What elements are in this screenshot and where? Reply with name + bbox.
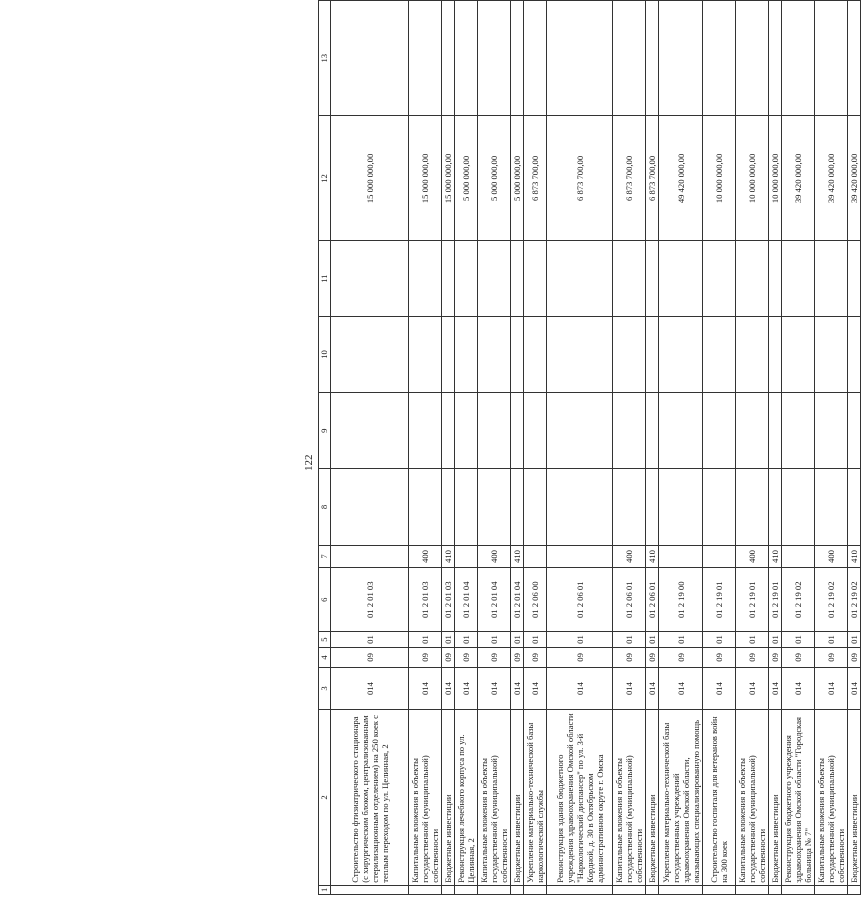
cell-col-8 <box>659 469 703 545</box>
cell-target-article: 01 2 01 03 <box>442 568 455 632</box>
cell-col-10 <box>547 316 613 392</box>
cell-section: 09 <box>442 648 455 668</box>
cell-section: 09 <box>511 648 524 668</box>
cell-col-9 <box>478 393 511 469</box>
cell-col-9 <box>331 393 409 469</box>
cell-code: 014 <box>442 667 455 709</box>
cell-target-article: 01 2 19 02 <box>782 568 815 632</box>
cell-col-11 <box>703 241 736 316</box>
table-row <box>646 1 659 895</box>
cell-col-11 <box>331 241 409 316</box>
cell-col-11 <box>646 241 659 316</box>
cell-col-9 <box>524 393 547 469</box>
row-name: Бюджетные инвестиции <box>848 710 861 886</box>
cell-amount: 39 420 000,00 <box>848 116 861 241</box>
cell-col-13 <box>478 1 511 116</box>
cell-col-1 <box>703 885 736 894</box>
cell-section: 09 <box>409 648 442 668</box>
cell-amount: 6 873 700,00 <box>547 116 613 241</box>
cell-amount: 5 000 000,00 <box>478 116 511 241</box>
cell-code: 014 <box>455 667 478 709</box>
cell-expense-type <box>782 545 815 568</box>
cell-code: 014 <box>769 667 782 709</box>
cell-section: 09 <box>736 648 769 668</box>
cell-col-13 <box>646 1 659 116</box>
cell-col-1 <box>848 885 861 894</box>
column-header: 7 <box>319 545 331 568</box>
column-header: 3 <box>319 667 331 709</box>
header-row <box>319 1 331 895</box>
cell-code: 014 <box>524 667 547 709</box>
cell-col-13 <box>815 1 848 116</box>
cell-section: 09 <box>455 648 478 668</box>
cell-col-10 <box>815 316 848 392</box>
cell-col-8 <box>782 469 815 545</box>
cell-subsection: 01 <box>547 632 613 648</box>
column-header: 10 <box>319 316 331 392</box>
cell-col-13 <box>736 1 769 116</box>
column-header: 1 <box>319 885 331 894</box>
cell-col-11 <box>511 241 524 316</box>
cell-col-1 <box>511 885 524 894</box>
cell-col-1 <box>547 885 613 894</box>
cell-col-9 <box>455 393 478 469</box>
cell-col-11 <box>848 241 861 316</box>
cell-col-8 <box>736 469 769 545</box>
cell-col-9 <box>659 393 703 469</box>
cell-col-11 <box>478 241 511 316</box>
row-name: Укрепление материально-технической базы наркологической службы <box>524 710 547 886</box>
cell-expense-type: 400 <box>409 545 442 568</box>
cell-col-9 <box>815 393 848 469</box>
cell-col-11 <box>547 241 613 316</box>
column-header: 8 <box>319 469 331 545</box>
cell-col-8 <box>703 469 736 545</box>
cell-section: 09 <box>659 648 703 668</box>
page-number: 122 <box>303 454 315 471</box>
cell-col-10 <box>769 316 782 392</box>
cell-col-8 <box>613 469 646 545</box>
cell-target-article: 01 2 06 00 <box>524 568 547 632</box>
cell-col-8 <box>646 469 659 545</box>
cell-col-13 <box>613 1 646 116</box>
cell-amount: 10 000 000,00 <box>703 116 736 241</box>
cell-col-13 <box>848 1 861 116</box>
cell-col-1 <box>455 885 478 894</box>
cell-col-9 <box>547 393 613 469</box>
column-header: 12 <box>319 116 331 241</box>
cell-col-9 <box>409 393 442 469</box>
cell-target-article: 01 2 19 00 <box>659 568 703 632</box>
cell-col-1 <box>736 885 769 894</box>
cell-col-8 <box>478 469 511 545</box>
cell-col-8 <box>769 469 782 545</box>
cell-code: 014 <box>409 667 442 709</box>
row-name: Бюджетные инвестиции <box>769 710 782 886</box>
cell-code: 014 <box>613 667 646 709</box>
cell-subsection: 01 <box>659 632 703 648</box>
cell-col-11 <box>769 241 782 316</box>
row-name: Строительство фтизиатрического стационара (с хирургическим блоком, централизованным стерилизационным отделением) на 250 коек с теплым переходом по ул. Целинная, 2 <box>331 710 409 886</box>
row-name: Бюджетные инвестиции <box>646 710 659 886</box>
column-header: 4 <box>319 648 331 668</box>
cell-section: 09 <box>769 648 782 668</box>
cell-code: 014 <box>478 667 511 709</box>
column-header: 9 <box>319 393 331 469</box>
cell-col-10 <box>455 316 478 392</box>
cell-target-article: 01 2 19 02 <box>815 568 848 632</box>
table-row <box>331 1 409 895</box>
cell-col-11 <box>736 241 769 316</box>
table-body <box>319 1 861 895</box>
row-name: Укрепление материально-технической базы государственных учреждений здравоохранения Омской области, оказывающих специализированную помощь <box>659 710 703 886</box>
cell-col-1 <box>331 885 409 894</box>
cell-col-11 <box>455 241 478 316</box>
cell-col-1 <box>782 885 815 894</box>
cell-col-13 <box>703 1 736 116</box>
cell-subsection: 01 <box>511 632 524 648</box>
cell-col-10 <box>511 316 524 392</box>
row-name: Капитальные вложения в объекты государственной (муниципальной) собственности <box>736 710 769 886</box>
cell-col-9 <box>511 393 524 469</box>
cell-col-11 <box>409 241 442 316</box>
row-name: Реконструкция бюджетного учреждения здравоохранения Омской области "Городская больница № 7" <box>782 710 815 886</box>
cell-amount: 5 000 000,00 <box>511 116 524 241</box>
cell-col-10 <box>848 316 861 392</box>
cell-section: 09 <box>703 648 736 668</box>
cell-section: 09 <box>547 648 613 668</box>
cell-col-10 <box>331 316 409 392</box>
cell-code: 014 <box>815 667 848 709</box>
cell-expense-type: 400 <box>815 545 848 568</box>
cell-code: 014 <box>331 667 409 709</box>
cell-amount: 10 000 000,00 <box>736 116 769 241</box>
cell-code: 014 <box>736 667 769 709</box>
cell-col-11 <box>524 241 547 316</box>
table-row <box>659 1 703 895</box>
cell-amount: 39 420 000,00 <box>815 116 848 241</box>
cell-amount: 49 420 000,00 <box>659 116 703 241</box>
cell-subsection: 01 <box>478 632 511 648</box>
cell-code: 014 <box>703 667 736 709</box>
cell-subsection: 01 <box>409 632 442 648</box>
column-header: 2 <box>319 710 331 886</box>
cell-col-10 <box>782 316 815 392</box>
cell-col-13 <box>782 1 815 116</box>
cell-subsection: 01 <box>769 632 782 648</box>
column-header: 13 <box>319 1 331 116</box>
cell-amount: 6 873 700,00 <box>613 116 646 241</box>
cell-target-article: 01 2 19 01 <box>769 568 782 632</box>
cell-section: 09 <box>848 648 861 668</box>
cell-col-13 <box>659 1 703 116</box>
cell-expense-type <box>524 545 547 568</box>
row-name: Строительство госпиталя для ветеранов войн на 300 коек <box>703 710 736 886</box>
cell-col-9 <box>613 393 646 469</box>
cell-amount: 15 000 000,00 <box>442 116 455 241</box>
cell-expense-type: 410 <box>646 545 659 568</box>
cell-col-8 <box>442 469 455 545</box>
cell-subsection: 01 <box>442 632 455 648</box>
cell-subsection: 01 <box>331 632 409 648</box>
cell-target-article: 01 2 01 04 <box>478 568 511 632</box>
cell-col-10 <box>736 316 769 392</box>
table-row <box>736 1 769 895</box>
cell-col-1 <box>478 885 511 894</box>
cell-col-8 <box>524 469 547 545</box>
cell-subsection: 01 <box>815 632 848 648</box>
cell-target-article: 01 2 01 04 <box>455 568 478 632</box>
cell-code: 014 <box>646 667 659 709</box>
cell-col-11 <box>815 241 848 316</box>
row-name: Капитальные вложения в объекты государственной (муниципальной) собственности <box>613 710 646 886</box>
cell-target-article: 01 2 19 01 <box>736 568 769 632</box>
cell-col-13 <box>331 1 409 116</box>
cell-target-article: 01 2 01 04 <box>511 568 524 632</box>
cell-expense-type <box>703 545 736 568</box>
cell-col-9 <box>442 393 455 469</box>
cell-subsection: 01 <box>455 632 478 648</box>
cell-col-8 <box>511 469 524 545</box>
table-row <box>769 1 782 895</box>
cell-section: 09 <box>815 648 848 668</box>
cell-col-1 <box>442 885 455 894</box>
cell-col-11 <box>782 241 815 316</box>
cell-target-article: 01 2 01 03 <box>409 568 442 632</box>
cell-expense-type: 410 <box>848 545 861 568</box>
cell-expense-type: 410 <box>511 545 524 568</box>
cell-code: 014 <box>659 667 703 709</box>
cell-col-9 <box>782 393 815 469</box>
cell-col-9 <box>736 393 769 469</box>
cell-col-10 <box>613 316 646 392</box>
cell-col-9 <box>848 393 861 469</box>
cell-col-11 <box>659 241 703 316</box>
row-name: Капитальные вложения в объекты государственной (муниципальной) собственности <box>478 710 511 886</box>
table-row <box>815 1 848 895</box>
cell-col-8 <box>409 469 442 545</box>
cell-col-13 <box>442 1 455 116</box>
cell-code: 014 <box>547 667 613 709</box>
cell-col-11 <box>613 241 646 316</box>
cell-target-article: 01 2 06 01 <box>547 568 613 632</box>
budget-table <box>318 0 861 895</box>
cell-code: 014 <box>782 667 815 709</box>
cell-col-10 <box>409 316 442 392</box>
cell-expense-type: 410 <box>769 545 782 568</box>
cell-expense-type <box>331 545 409 568</box>
cell-amount: 39 420 000,00 <box>782 116 815 241</box>
cell-col-10 <box>478 316 511 392</box>
cell-col-13 <box>409 1 442 116</box>
cell-col-13 <box>455 1 478 116</box>
table-row <box>524 1 547 895</box>
cell-code: 014 <box>848 667 861 709</box>
cell-target-article: 01 2 19 01 <box>703 568 736 632</box>
table-row <box>455 1 478 895</box>
cell-col-10 <box>659 316 703 392</box>
column-header: 11 <box>319 241 331 316</box>
cell-col-10 <box>703 316 736 392</box>
cell-col-13 <box>547 1 613 116</box>
cell-section: 09 <box>613 648 646 668</box>
cell-col-1 <box>815 885 848 894</box>
row-name: Капитальные вложения в объекты государственной (муниципальной) собственности <box>815 710 848 886</box>
cell-col-9 <box>646 393 659 469</box>
cell-col-1 <box>646 885 659 894</box>
cell-target-article: 01 2 19 02 <box>848 568 861 632</box>
cell-subsection: 01 <box>736 632 769 648</box>
cell-col-1 <box>659 885 703 894</box>
cell-amount: 6 873 700,00 <box>524 116 547 241</box>
cell-col-13 <box>769 1 782 116</box>
cell-target-article: 01 2 01 03 <box>331 568 409 632</box>
row-name: Капитальные вложения в объекты государственной (муниципальной) собственности <box>409 710 442 886</box>
table-row <box>782 1 815 895</box>
cell-col-8 <box>848 469 861 545</box>
cell-section: 09 <box>524 648 547 668</box>
cell-subsection: 01 <box>613 632 646 648</box>
cell-amount: 10 000 000,00 <box>769 116 782 241</box>
table-row <box>613 1 646 895</box>
table-row <box>442 1 455 895</box>
cell-expense-type: 410 <box>442 545 455 568</box>
cell-col-8 <box>331 469 409 545</box>
cell-expense-type: 400 <box>736 545 769 568</box>
table-row <box>511 1 524 895</box>
cell-expense-type <box>547 545 613 568</box>
cell-code: 014 <box>511 667 524 709</box>
cell-col-11 <box>442 241 455 316</box>
cell-expense-type: 400 <box>613 545 646 568</box>
column-header: 6 <box>319 568 331 632</box>
row-name: Реконструкция здания бюджетного учреждения здравоохранения Омской области "Наркологический диспансер" по ул. 3-й Кордной, д. 30 в Октябрьском административном округе г. Омска <box>547 710 613 886</box>
table-row <box>848 1 861 895</box>
cell-subsection: 01 <box>703 632 736 648</box>
table-row <box>547 1 613 895</box>
cell-amount: 15 000 000,00 <box>331 116 409 241</box>
cell-col-1 <box>613 885 646 894</box>
cell-section: 09 <box>478 648 511 668</box>
cell-subsection: 01 <box>646 632 659 648</box>
cell-col-8 <box>547 469 613 545</box>
cell-col-13 <box>511 1 524 116</box>
cell-subsection: 01 <box>524 632 547 648</box>
cell-expense-type: 400 <box>478 545 511 568</box>
cell-expense-type <box>659 545 703 568</box>
table-row <box>409 1 442 895</box>
cell-col-8 <box>455 469 478 545</box>
row-name: Бюджетные инвестиции <box>442 710 455 886</box>
cell-col-1 <box>769 885 782 894</box>
cell-subsection: 01 <box>782 632 815 648</box>
cell-col-1 <box>524 885 547 894</box>
cell-amount: 6 873 700,00 <box>646 116 659 241</box>
row-name: Бюджетные инвестиции <box>511 710 524 886</box>
column-header: 5 <box>319 632 331 648</box>
table-row <box>478 1 511 895</box>
cell-amount: 15 000 000,00 <box>409 116 442 241</box>
cell-col-9 <box>769 393 782 469</box>
cell-section: 09 <box>782 648 815 668</box>
cell-target-article: 01 2 06 01 <box>613 568 646 632</box>
table-row <box>703 1 736 895</box>
row-name: Реконструкция лечебного корпуса по ул. Целинная, 2 <box>455 710 478 886</box>
cell-col-9 <box>703 393 736 469</box>
cell-amount: 5 000 000,00 <box>455 116 478 241</box>
cell-col-10 <box>442 316 455 392</box>
cell-col-1 <box>409 885 442 894</box>
cell-target-article: 01 2 06 01 <box>646 568 659 632</box>
cell-col-10 <box>524 316 547 392</box>
cell-section: 09 <box>331 648 409 668</box>
cell-expense-type <box>455 545 478 568</box>
cell-section: 09 <box>646 648 659 668</box>
cell-subsection: 01 <box>848 632 861 648</box>
cell-col-13 <box>524 1 547 116</box>
cell-col-8 <box>815 469 848 545</box>
cell-col-10 <box>646 316 659 392</box>
